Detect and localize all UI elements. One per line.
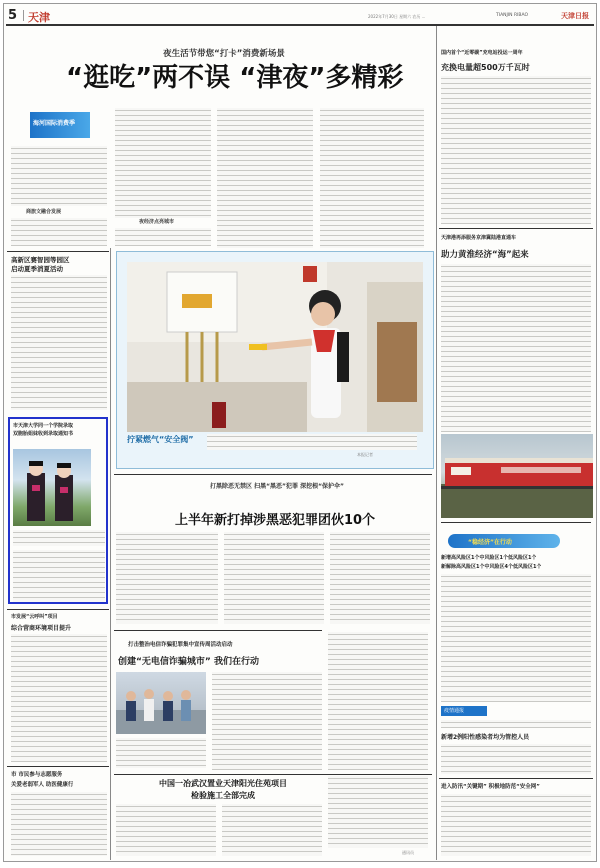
right-kicker-1: 国内首个“近零碳”充电站投运一周年 (441, 50, 523, 56)
highlight-body (13, 550, 105, 602)
project-credit: 通讯员 (402, 850, 414, 855)
crime-col-3 (330, 532, 430, 624)
masthead-date: 2022年7月30日 星期六 农历 ... (368, 14, 426, 19)
top-story-column-2b (115, 228, 211, 246)
anti-fraud-body (212, 672, 322, 770)
rule (114, 474, 432, 475)
project-col-2 (222, 804, 322, 856)
crime-col-2 (224, 532, 324, 624)
notice-tag (441, 706, 487, 716)
consumption-season-badge (30, 112, 90, 138)
top-story-column-2 (115, 108, 211, 218)
project-headline-1: 中国一冶武汉置业天津阳光住苑项目 (159, 779, 287, 788)
column-divider (110, 248, 111, 860)
police-photo-caption (116, 738, 206, 768)
project-col-3 (328, 776, 428, 848)
left-bottom-b-body (11, 792, 107, 856)
crime-col-3b (328, 632, 428, 770)
page-number: 5 (8, 8, 18, 23)
right-body-2 (441, 264, 591, 432)
crime-col-1 (116, 532, 218, 624)
top-sub-1: 商旅文融合发展 (26, 209, 62, 215)
right-headline-2: 助力黄淮经济“海”起来 (441, 250, 529, 260)
right-body-3 (441, 574, 591, 702)
badge-text: 海河国际消费季 (33, 120, 76, 127)
right-bottom-title: 进入防汛“关键期” 积极地防范“安全网” (441, 784, 540, 790)
top-kicker: 夜生活节带您“打卡”消费新场景 (163, 49, 285, 59)
highlighted-article[interactable] (8, 417, 108, 604)
twins-photo (13, 449, 91, 526)
left-article-1-title-2: 启动夏季消夏活动 (11, 265, 63, 273)
badge-text: “稳经济”在行动 (468, 539, 512, 546)
notice-body (441, 744, 591, 774)
crime-headline: 上半年新打掉涉黑恶犯罪团伙10个 (174, 513, 376, 528)
column-divider (436, 26, 437, 860)
section-name: 天津 (28, 11, 50, 24)
brand-pinyin: TIANJIN RIBAO (496, 13, 529, 18)
gas-safety-photo (127, 262, 423, 432)
crime-kicker: 打黑除恶无禁区 扫黑“黑恶”犯罪 深挖根“保护伞” (210, 483, 344, 490)
masthead-divider (23, 10, 24, 21)
rule (441, 522, 591, 523)
masthead (6, 8, 594, 26)
rule (439, 228, 593, 229)
rule (7, 766, 109, 767)
anti-fraud-kicker: 打击整治电信诈骗犯罪集中宣传周活动启动 (128, 642, 233, 648)
right-kicker-2: 天津港再添服务京津冀陆港直通车 (441, 235, 517, 241)
left-bottom-title-1: 市发展“云呼叫”项目 (11, 614, 58, 620)
project-col-1 (116, 804, 216, 856)
train-photo (441, 434, 593, 518)
brand-name: 天津日报 (561, 11, 589, 20)
photo-panel (116, 251, 434, 469)
left-article-1-body (11, 275, 107, 410)
left-bottom-b-title-2: 关爱老弱军人 助医健康行 (11, 782, 74, 788)
notice-title: 新增2例阳性感染者均为管控人员 (441, 734, 530, 741)
anti-fraud-headline: 创建“无电信诈骗城市” 我们在行动 (118, 657, 259, 667)
left-bottom-title-2: 综合营商环境项目提升 (11, 625, 72, 632)
rule (439, 778, 593, 779)
rule (7, 609, 109, 610)
police-photo (116, 672, 206, 734)
rule (114, 774, 432, 775)
left-bottom-body (11, 634, 107, 762)
notice-tag-text: 疫情通报 (444, 708, 465, 714)
newspaper-page (3, 3, 597, 862)
photo-description (207, 434, 417, 450)
left-bottom-b-title-1: 市 市民参与志愿服务 (11, 772, 63, 778)
highlight-title-1: 市天津大学同一个学院录取 (13, 423, 74, 429)
right-sub-2: 新解除高风险区1个中风险区4个低风险区1个 (441, 564, 542, 570)
top-story-column-4 (320, 108, 424, 248)
rule (114, 630, 322, 631)
right-sub-1: 新增高风险区1个中风险区1个低风险区1个 (441, 555, 537, 561)
top-story-column-1b (11, 218, 107, 246)
highlight-title-2: 双胞胎姐妹收到录取通知书 (13, 431, 74, 437)
top-story-column-3 (217, 108, 313, 248)
photo-caption: 拧紧燃气“安全阀” (127, 435, 194, 444)
photo-credit: 本报记者 (357, 452, 373, 457)
top-headline: “逛吃”两不误 “津夜”多精彩 (66, 63, 404, 93)
rule (7, 251, 109, 252)
right-headline-1: 充换电量超500万千瓦时 (441, 63, 530, 72)
right-body-1 (441, 76, 591, 224)
notice-date (441, 720, 591, 728)
left-article-1-title-1: 高新区赛智园等园区 (11, 256, 70, 264)
top-sub-2: 夜经济点亮城市 (139, 219, 175, 225)
stable-economy-badge (448, 534, 560, 548)
top-story-column-1 (11, 146, 107, 206)
right-bottom-body (441, 794, 591, 856)
highlight-caption (13, 530, 105, 546)
project-headline-2: 检验施工全部完成 (191, 791, 255, 800)
